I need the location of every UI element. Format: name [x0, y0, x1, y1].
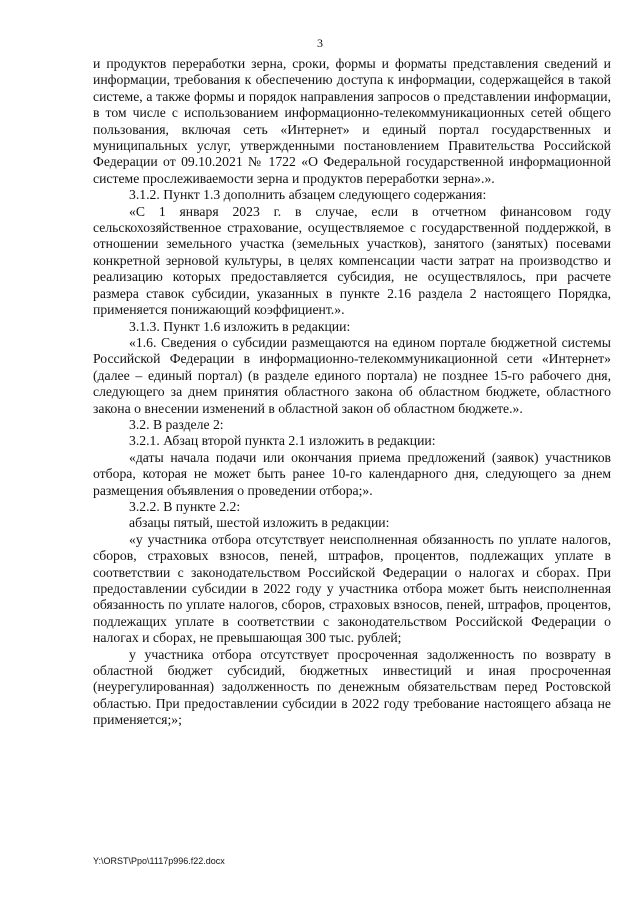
document-body: [93, 56, 611, 729]
paragraph-10: абзацы пятый, шестой изложить в редакции:: [129, 515, 390, 531]
paragraph-12: у участника отбора отсутствует просроченная задолженность по возврату в областной бюджет субсидий, бюджетных инвестиций и иная просроченная (неурегулированная) задолженность по денежным обязательствам перед Ростовской областью. При предоставлении субсидии в 2022 году требование настоящего абзаца не применяется;»;: [93, 646, 611, 728]
paragraph-2: 3.1.2. Пункт 1.3 дополнить абзацем следующего содержания:: [129, 187, 487, 203]
paragraph-8: «даты начала подачи или окончания приема предложений (заявок) участников отбора, которая не может быть ранее 10-го календарного дня, следующего за днем размещения объявления о проведении отбора;».: [93, 449, 611, 498]
paragraph-6: 3.2. В разделе 2:: [129, 416, 224, 432]
paragraph-11: «у участника отбора отсутствует неисполненная обязанность по уплате налогов, сборов, страховых взносов, пеней, штрафов, процентов, подлежащих уплате в соответствии с законодательством Российской Федерации о налогах и сборах. При предоставлении субсидии в 2022 году у участника отбора может быть неисполненная обязанность по уплате налогов, сборов, страховых взносов, пеней, штрафов, процентов, подлежащих уплате в соответствии с законодательством Российской Федерации о налогах и сборах, не превышающая 300 тыс. рублей;: [93, 531, 611, 646]
paragraph-7: 3.2.1. Абзац второй пункта 2.1 изложить в редакции:: [129, 433, 436, 449]
paragraph-1: и продуктов переработки зерна, сроки, формы и форматы представления сведений и информации, требования к обеспечению доступа к информации, содержащейся в такой системе, а также формы и порядок направления запросов о представлении информации, в том числе с использованием информационно-телекоммуникационных сетей общего пользования, включая сеть «Интернет» и единый портал государственных и муниципальных услуг, утвержденными постановлением Правительства Российской Федерации от 09.10.2021 № 1722 «О Федеральной государственной информационной системе прослеживаемости зерна и продуктов переработки зерна».».: [93, 56, 611, 186]
page-number: 3: [317, 36, 323, 50]
paragraph-4: 3.1.3. Пункт 1.6 изложить в редакции:: [129, 318, 351, 334]
paragraph-5: «1.6. Сведения о субсидии размещаются на едином портале бюджетной системы Российской Федерации в информационно-телекоммуникационной сети «Интернет» (далее – единый портал) (в разделе единого портала) не позднее 15-го рабочего дня, следующего за днем принятия областного закона об областном бюджете, областного закона о внесении изменений в областной закон об областном бюджете.».: [93, 334, 611, 416]
paragraph-3: «С 1 января 2023 г. в случае, если в отчетном финансовом году сельскохозяйственное страхование, осуществляемое с государственной поддержкой, в отношении земельного участка (земельных участков), занятого (занятых) посевами конкретной зерновой культуры, в целях компенсации части затрат на производство и реализацию которых предоставляется субсидия, не осуществлялось, при расчете размера ставок субсидии, указанных в пункте 2.16 раздела 2 настоящего Порядка, применяется понижающий коэффициент.».: [93, 203, 611, 318]
footer-file-path: Y:\ORST\Ppo\1117p996.f22.docx: [93, 856, 225, 866]
paragraph-9: 3.2.2. В пункте 2.2:: [129, 498, 241, 514]
